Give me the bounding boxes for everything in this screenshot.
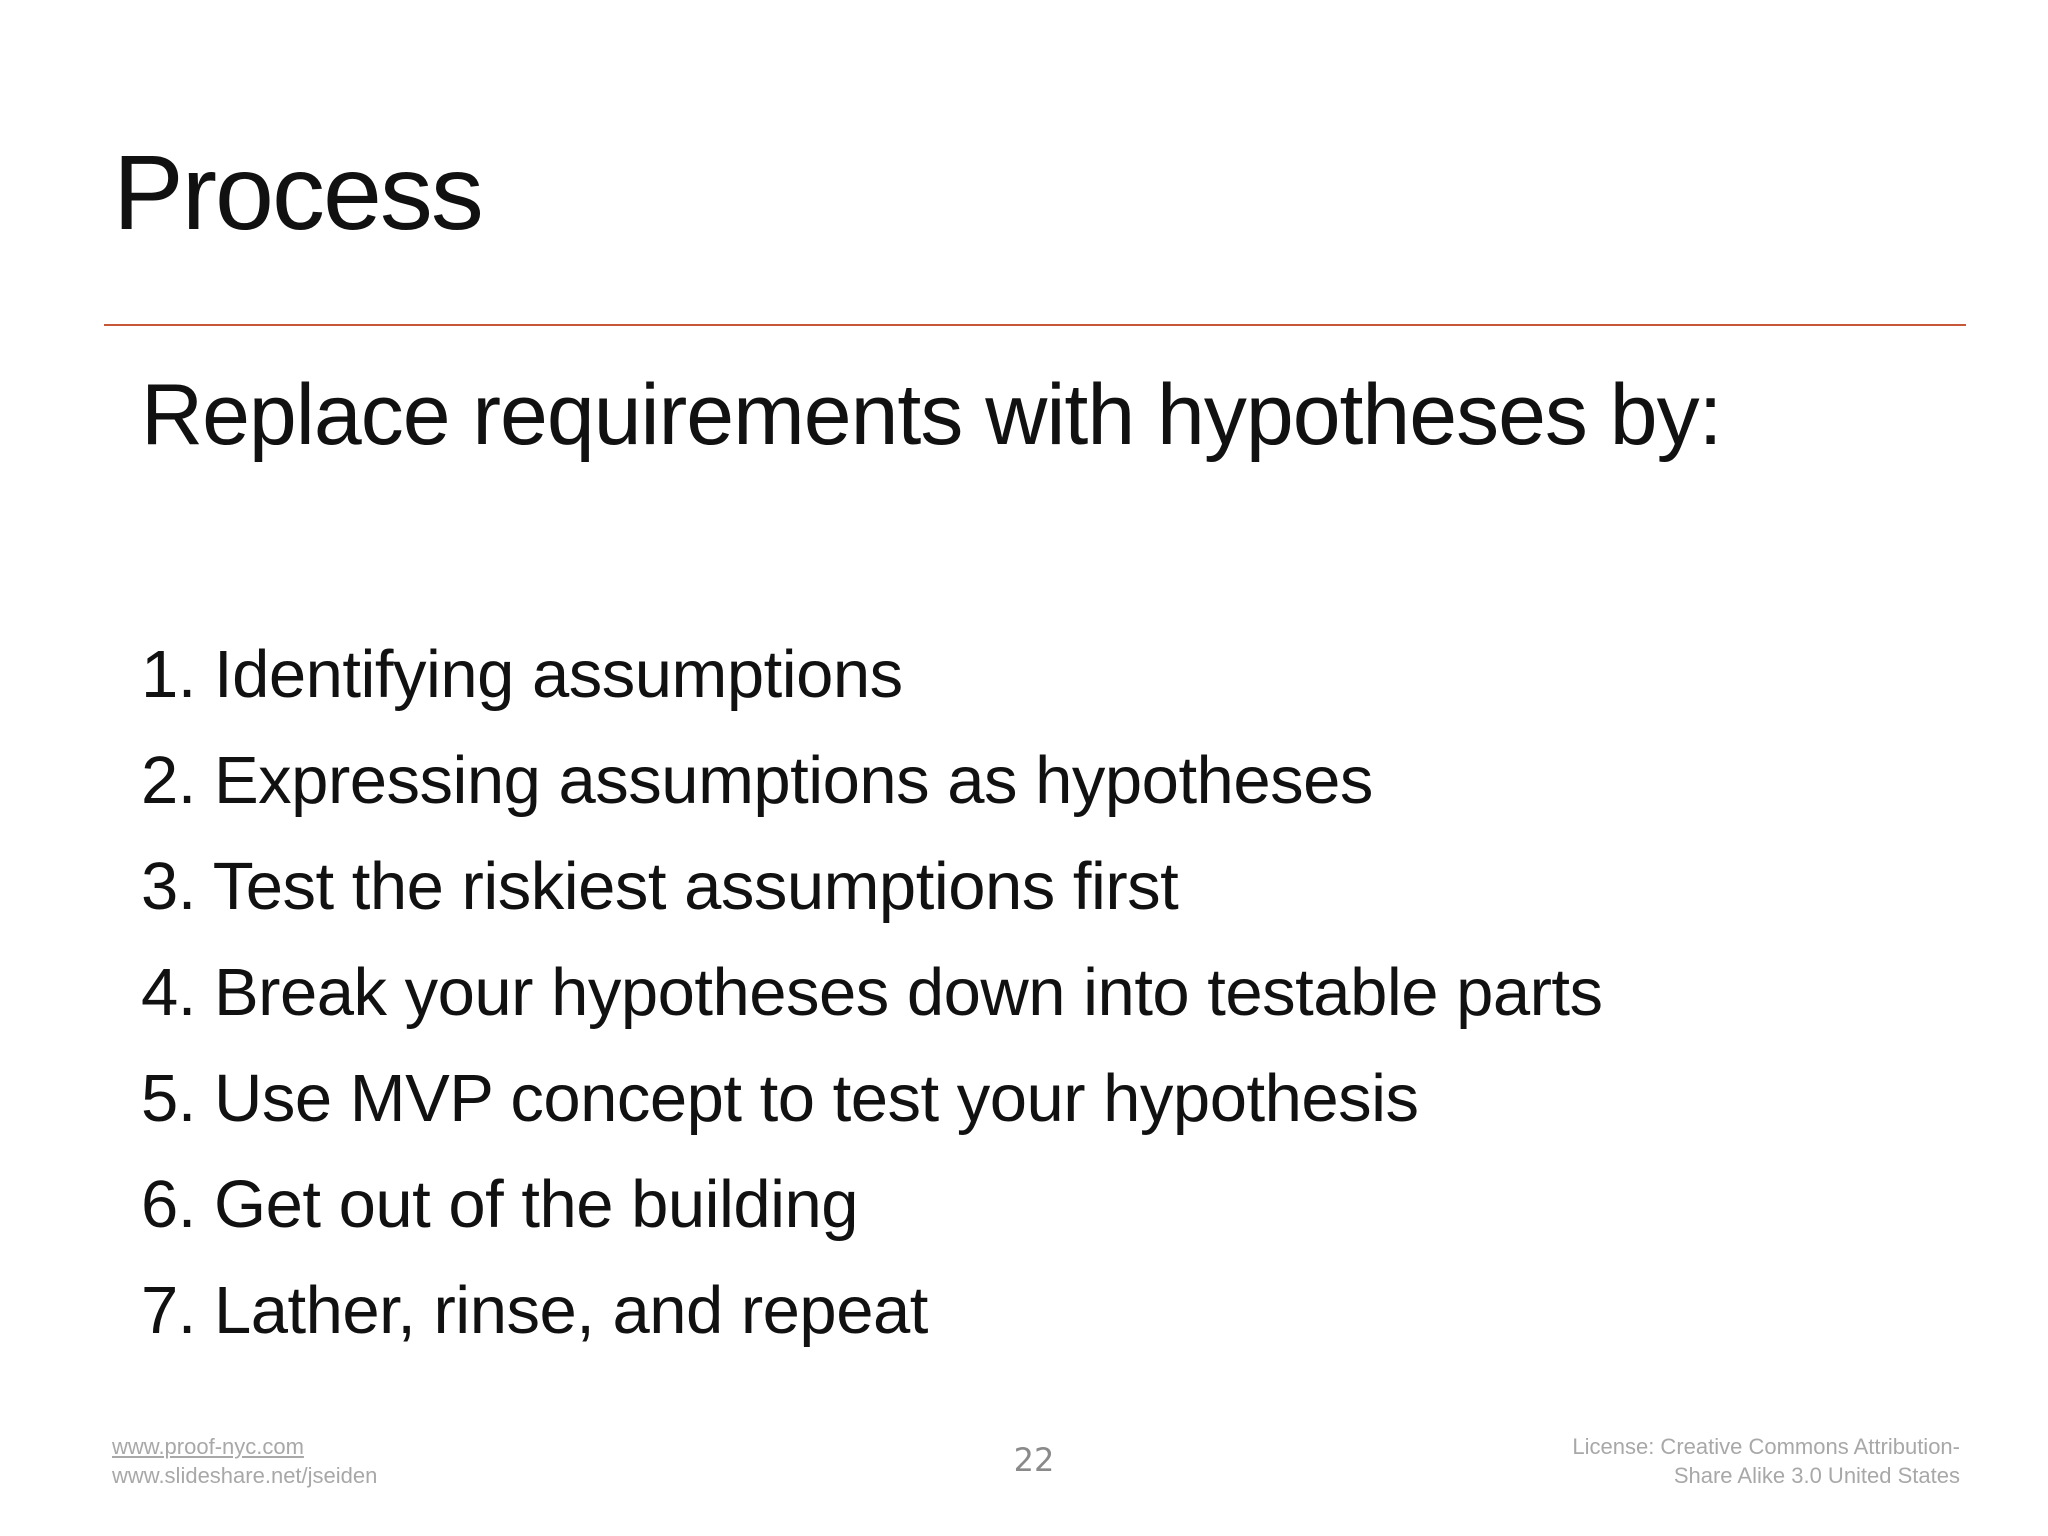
- title-divider: [104, 324, 1966, 326]
- slide-subtitle: Replace requirements with hypotheses by:: [141, 367, 1722, 463]
- step-item: 1. Identifying assumptions: [141, 637, 903, 712]
- slideshare-text: www.slideshare.net/jseiden: [112, 1463, 378, 1488]
- steps-list: [141, 622, 1603, 1364]
- license-text: [1572, 1432, 1960, 1490]
- slide-title: Process: [113, 134, 482, 252]
- step-item: 7. Lather, rinse, and repeat: [141, 1273, 928, 1348]
- page-number: 22: [1013, 1441, 1055, 1479]
- license-line-1: License: Creative Commons Attribution-: [1572, 1434, 1960, 1459]
- step-item: 4. Break your hypotheses down into testable parts: [141, 955, 1603, 1030]
- step-item: 5. Use MVP concept to test your hypothesis: [141, 1061, 1419, 1136]
- step-item: 6. Get out of the building: [141, 1167, 859, 1242]
- step-item: 2. Expressing assumptions as hypotheses: [141, 743, 1373, 818]
- step-item: 3. Test the riskiest assumptions first: [141, 849, 1179, 924]
- footer-links: [112, 1432, 377, 1490]
- website-link[interactable]: www.proof-nyc.com: [112, 1434, 304, 1459]
- license-line-2: Share Alike 3.0 United States: [1673, 1463, 1960, 1488]
